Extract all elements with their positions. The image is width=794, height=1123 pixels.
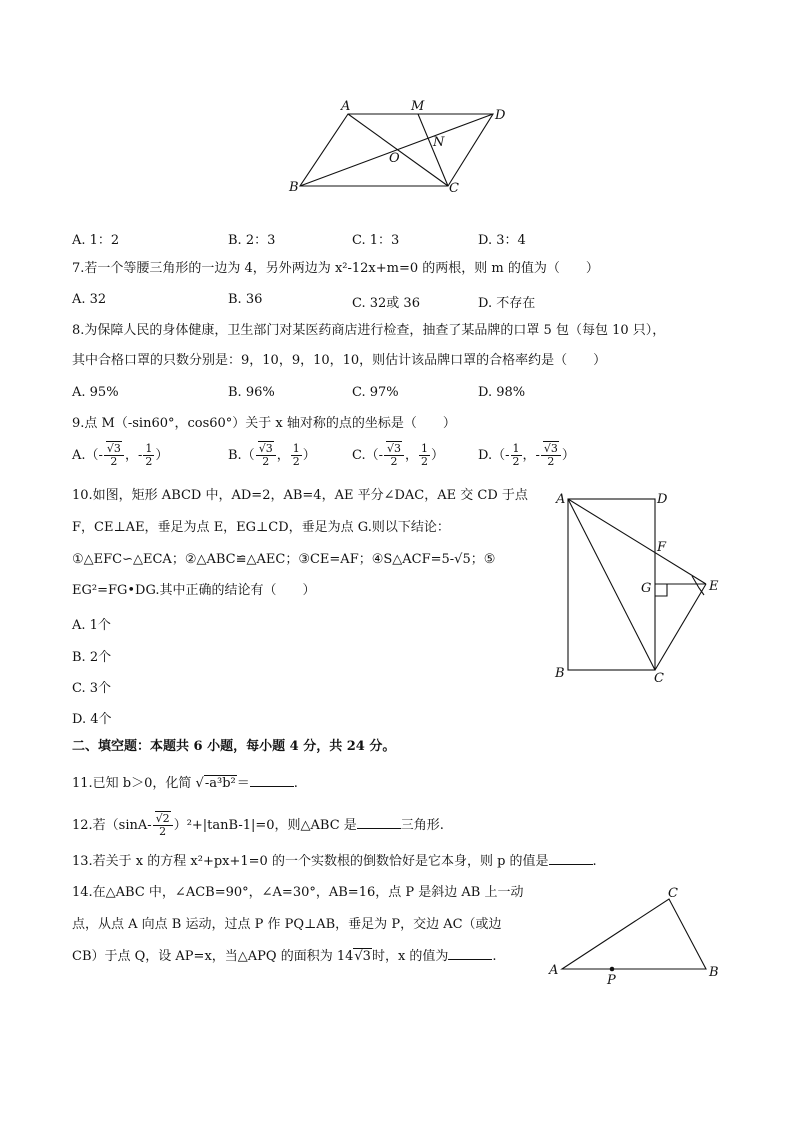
q9-d-close: ） — [561, 448, 575, 463]
point-p-dot — [610, 967, 615, 972]
q9-option-b[interactable] — [228, 443, 316, 468]
q9-b-prefix: B.（ — [228, 448, 255, 463]
q9-c-prefix: C.（- — [352, 448, 384, 463]
label-B: B — [289, 180, 299, 195]
q9-a-frac1 — [104, 443, 124, 468]
q8-stem-line1: 8.为保障人民的身体健康，卫生部门对某医药商店进行检查，抽查了某品牌的口罩 5 包（每包 10 只）， — [72, 323, 666, 338]
q9-d-frac2 — [541, 443, 561, 468]
label-A: A — [556, 492, 566, 507]
frac-num: 1 — [145, 442, 153, 455]
label-P: P — [607, 973, 616, 987]
label-C: C — [449, 181, 459, 196]
frac-den: 2 — [145, 455, 153, 468]
q13-text: 13.若关于 x 的方程 x²+px+1=0 的一个实数根的倒数恰好是它本身，则 p 的值是 — [72, 854, 549, 869]
q13-stem: 13.若关于 x 的方程 x²+px+1=0 的一个实数根的倒数恰好是它本身，则 p 的值是 . — [72, 854, 597, 869]
q14-line3-suffix: 时，x 的值为 — [371, 949, 449, 964]
q6-option-c[interactable]: C. 1：3 — [352, 233, 400, 248]
frac-den: 2 — [110, 455, 118, 468]
q9-b-frac2 — [291, 443, 302, 468]
q9-option-d[interactable] — [478, 443, 575, 468]
q10-stem-line3: ①△EFC∽△ECA；②△ABC≌△AEC；③CE=AF；④S△ACF=5-√5；⑤ — [72, 552, 496, 567]
label-M: M — [411, 99, 425, 114]
label-O: O — [389, 151, 400, 166]
q12-suffix: 三角形. — [400, 818, 444, 833]
q8-option-d[interactable]: D. 98% — [478, 385, 526, 400]
label-D: D — [657, 492, 668, 507]
q8-option-c[interactable]: C. 97% — [352, 385, 399, 400]
q6-option-d[interactable]: D. 3：4 — [478, 233, 526, 248]
q13-answer-blank[interactable] — [549, 852, 593, 865]
frac-den: 2 — [292, 455, 300, 468]
q11-prefix: 11.已知 b＞0，化简 — [72, 776, 192, 791]
q9-c-frac1 — [384, 443, 404, 468]
label-A: A — [549, 963, 559, 978]
q14-stem-line2: 点，从点 A 向点 B 运动，过点 P 作 PQ⊥AB，垂足为 P，交边 AC（或边 — [72, 917, 502, 932]
q12-frac — [153, 813, 173, 838]
q9-b-sep: ， — [276, 448, 290, 463]
q10-option-a[interactable]: A. 1个 — [72, 618, 111, 633]
section-heading: 二、填空题：本题共 6 小题，每小题 4 分，共 24 分。 — [72, 739, 396, 754]
q11-radicand: -a³b² — [204, 776, 236, 791]
q9-c-sep: ， — [405, 448, 419, 463]
frac-num: 1 — [512, 442, 520, 455]
q9-a-close: ） — [155, 448, 169, 463]
frac-den: 2 — [159, 825, 167, 838]
label-C: C — [654, 671, 664, 683]
q10-option-c[interactable]: C. 3个 — [72, 681, 112, 696]
q12-prefix: 12.若（sinA- — [72, 818, 152, 833]
label-B: B — [555, 666, 565, 681]
q10-option-d[interactable]: D. 4个 — [72, 712, 112, 727]
label-C: C — [668, 886, 678, 901]
q12-middle: ）²+|tanB-1|=0，则△ABC 是 — [173, 818, 357, 833]
frac-num: 1 — [421, 442, 429, 455]
q8-option-a[interactable]: A. 95% — [72, 385, 119, 400]
q9-option-a[interactable] — [72, 443, 168, 468]
frac-den: 2 — [512, 455, 520, 468]
q12-stem — [72, 813, 444, 838]
q10-stem-line2: F，CE⊥AE，垂足为点 E，EG⊥CD，垂足为点 G.则以下结论： — [72, 520, 450, 535]
q9-d-prefix: D.（- — [478, 448, 510, 463]
frac-den: 2 — [421, 455, 429, 468]
q8-stem-line2: 其中合格口罩的只数分别是：9，10，9，10，10，则估计该品牌口罩的合格率约是（ ） — [72, 353, 607, 368]
label-E: E — [709, 579, 719, 594]
label-D: D — [495, 108, 506, 123]
sqrt3-text: √3 — [387, 442, 402, 455]
label-N: N — [433, 135, 445, 150]
q10-option-b[interactable]: B. 2个 — [72, 650, 112, 665]
q9-b-frac1 — [256, 443, 276, 468]
sqrt3-text: √3 — [106, 442, 121, 455]
label-G: G — [641, 581, 652, 596]
q10-stem-line4: EG²=FG•DG.其中正确的结论有（ ） — [72, 583, 316, 598]
label-A: A — [341, 99, 351, 114]
q6-option-b[interactable]: B. 2：3 — [228, 233, 276, 248]
q7-stem: 7.若一个等腰三角形的一边为 4，另外两边为 x²-12x+m=0 的两根，则 m 的值为（ ） — [72, 261, 599, 276]
radical-icon: √ — [195, 776, 204, 791]
q9-option-c[interactable] — [352, 443, 444, 468]
q11-equals: ＝ — [236, 776, 250, 791]
q14-answer-blank[interactable] — [448, 947, 492, 960]
frac-den: 2 — [262, 455, 270, 468]
q9-d-sep: ，- — [522, 448, 540, 463]
q14-sqrt3: √3 — [354, 949, 371, 964]
frac-den: 2 — [547, 455, 555, 468]
q14-stem-line3: CB）于点 Q，设 AP=x，当△APQ 的面积为 14√3时，x 的值为 . — [72, 949, 497, 964]
q9-d-frac1 — [511, 443, 522, 468]
q14-line3-prefix: CB）于点 Q，设 AP=x，当△APQ 的面积为 14 — [72, 949, 354, 964]
sqrt3-text: √3 — [258, 442, 273, 455]
q11-stem: 11.已知 b＞0，化简 √-a³b²＝ . — [72, 776, 298, 791]
q7-option-b[interactable]: B. 36 — [228, 292, 263, 307]
frac-den: 2 — [390, 455, 398, 468]
parallelogram-figure — [280, 95, 520, 200]
q7-option-d[interactable]: D. 不存在 — [478, 296, 536, 311]
q9-a-frac2 — [143, 443, 154, 468]
label-F: F — [657, 540, 667, 555]
frac-num: 1 — [292, 442, 300, 455]
q12-answer-blank[interactable] — [357, 816, 401, 829]
q9-b-close: ） — [302, 448, 316, 463]
q14-stem-line1: 14.在△ABC 中，∠ACB=90°，∠A=30°，AB=16，点 P 是斜边 AB 上一动 — [72, 885, 524, 900]
q11-answer-blank[interactable] — [250, 774, 294, 787]
q9-a-sep: ，- — [124, 448, 143, 463]
q6-option-a[interactable]: A. 1：2 — [72, 233, 120, 248]
q9-c-frac2 — [419, 443, 430, 468]
q7-option-c[interactable]: C. 32或 36 — [352, 296, 420, 311]
q9-stem: 9.点 M（-sin60°，cos60°）关于 x 轴对称的点的坐标是（ ） — [72, 416, 456, 431]
q7-option-a[interactable]: A. 32 — [72, 292, 107, 307]
q9-a-prefix: A.（- — [72, 448, 103, 463]
q10-stem-line1: 10.如图，矩形 ABCD 中，AD=2，AB=4，AE 平分∠DAC，AE 交 CD 于点 — [72, 488, 528, 503]
label-B: B — [709, 965, 719, 980]
rectangle-figure — [548, 488, 728, 683]
frac-num: √2 — [155, 812, 170, 825]
sqrt3-text: √3 — [543, 442, 558, 455]
triangle-figure — [540, 882, 730, 987]
q8-option-b[interactable]: B. 96% — [228, 385, 275, 400]
q9-c-close: ） — [431, 448, 445, 463]
